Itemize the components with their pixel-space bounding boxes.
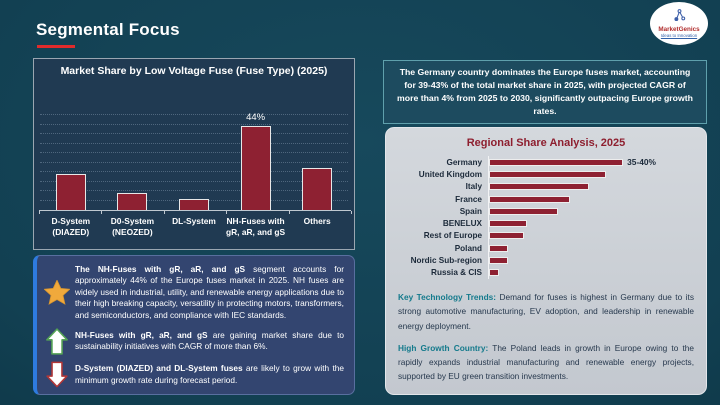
bar-slot bbox=[102, 115, 164, 210]
bar-d0-system-neozed- bbox=[117, 193, 147, 210]
x-axis-label-line: gR, aR, and gS bbox=[226, 226, 286, 237]
hbar-row bbox=[396, 168, 706, 180]
bar-slot bbox=[286, 115, 348, 210]
hbar-category-label: Rest of Europe bbox=[423, 231, 482, 241]
hbar-track bbox=[488, 242, 656, 254]
note-lead: High Growth Country: bbox=[398, 342, 489, 353]
x-axis-label bbox=[163, 216, 225, 238]
arrow-up-icon bbox=[45, 328, 69, 355]
hbar-track bbox=[488, 168, 656, 180]
title-underline bbox=[37, 45, 75, 48]
logo-name: MarketGenics bbox=[658, 25, 700, 33]
regional-hbar-chart bbox=[386, 156, 706, 279]
hbar-category-label: United Kingdom bbox=[418, 169, 482, 179]
regional-note bbox=[398, 341, 694, 384]
insight-item bbox=[39, 328, 344, 355]
hbar-category-label: France bbox=[455, 194, 482, 204]
company-logo bbox=[650, 2, 708, 45]
fuse-chart-x-axis bbox=[39, 210, 351, 211]
hbar-track bbox=[488, 181, 656, 193]
hbar-row bbox=[396, 230, 706, 242]
insight-body-text: are gaining market share due to sustainability initiatives with CAGR of more than 6%. bbox=[75, 329, 344, 352]
bar-slot bbox=[40, 115, 102, 210]
logo-tagline: Ideas to Innovation bbox=[660, 33, 698, 38]
hbar-track bbox=[488, 254, 656, 266]
x-axis-label bbox=[102, 216, 164, 238]
hbar-germany bbox=[489, 159, 623, 166]
x-axis-label-line: (DIAZED) bbox=[52, 226, 90, 237]
hbar-category-label: BENELUX bbox=[442, 219, 482, 229]
fuse-chart-xlabels bbox=[40, 216, 348, 238]
axis-tick bbox=[101, 211, 102, 214]
hbar-track bbox=[488, 156, 656, 168]
fuse-chart-bars bbox=[40, 112, 348, 210]
fuse-chart-plot bbox=[40, 112, 348, 210]
axis-tick bbox=[39, 211, 40, 214]
bar-data-label: 44% bbox=[246, 112, 266, 124]
x-axis-label bbox=[225, 216, 287, 238]
bar-d-system-diazed- bbox=[56, 174, 86, 210]
hbar-united-kingdom bbox=[489, 171, 606, 178]
hbar-row bbox=[396, 205, 706, 217]
bar-slot bbox=[225, 112, 287, 210]
hbar-row bbox=[396, 254, 706, 266]
hbar-france bbox=[489, 196, 570, 203]
insight-item bbox=[39, 361, 344, 388]
bar-nh-fuses-with-gr-ar-and-gs bbox=[241, 126, 271, 210]
hbar-category-label: Germany bbox=[446, 157, 482, 167]
hbar-track bbox=[488, 230, 656, 242]
hbar-nordic-sub-region bbox=[489, 257, 508, 264]
axis-tick bbox=[289, 211, 290, 214]
hbar-category-label: Nordic Sub-region bbox=[410, 256, 482, 266]
star-icon bbox=[44, 280, 70, 305]
insight-body-text: are likely to grow with the minimum growth rate during forecast period. bbox=[75, 363, 344, 385]
axis-tick bbox=[226, 211, 227, 214]
hbar-row bbox=[396, 181, 706, 193]
regional-chart-title: Regional Share Analysis, 2025 bbox=[466, 137, 626, 149]
hbar-russia-cis bbox=[489, 269, 499, 276]
hbar-rest-of-europe bbox=[489, 232, 524, 239]
x-axis-label-line: D0-System bbox=[110, 216, 155, 226]
insight-bold-text: The NH-Fuses with gR, aR, and gS bbox=[75, 264, 246, 274]
regional-note bbox=[398, 290, 694, 333]
bar-dl-system bbox=[179, 199, 209, 210]
arrow-up-icon-cell bbox=[39, 328, 75, 355]
x-axis-label bbox=[40, 216, 102, 238]
hbar-row bbox=[396, 193, 706, 205]
arrow-down-icon-cell bbox=[39, 361, 75, 388]
arrow-down-icon bbox=[46, 361, 68, 388]
molecule-icon bbox=[673, 9, 686, 26]
bar-slot bbox=[163, 115, 225, 210]
page-title: Segmental Focus bbox=[36, 20, 180, 39]
note-body: The Poland leads in growth in Europe owing to the rapidly expands industrial manufacturing and renewable energy projects, supported by EU green transition investments. bbox=[398, 342, 694, 382]
regional-notes bbox=[386, 279, 706, 384]
hbar-category-label: Spain bbox=[459, 206, 482, 216]
x-axis-label bbox=[286, 216, 348, 238]
x-axis-label-line: Others bbox=[303, 216, 331, 226]
insight-text bbox=[75, 264, 344, 321]
hbar-category-label: Italy bbox=[465, 182, 482, 192]
x-axis-label-line: DL-System bbox=[172, 216, 216, 226]
insight-text bbox=[75, 330, 344, 353]
hbar-track bbox=[488, 217, 656, 229]
hbar-benelux bbox=[489, 220, 527, 227]
hbar-italy bbox=[489, 183, 589, 190]
fuse-chart-title: Market Share by Low Voltage Fuse (Fuse Type) (2025) bbox=[60, 65, 328, 77]
hbar-category-label: Poland bbox=[454, 243, 482, 253]
regional-analysis-panel bbox=[385, 127, 707, 395]
bar-others bbox=[302, 168, 332, 210]
star-icon-cell bbox=[39, 280, 75, 305]
hbar-row bbox=[396, 267, 706, 279]
insight-text bbox=[75, 363, 344, 386]
axis-tick bbox=[164, 211, 165, 214]
germany-callout: The Germany country dominates the Europe fuses market, accounting for 39-43% of the total market share in 2025, with projected CAGR of more than 4% from 2025 to 2030, significantly outpacing Europe growth rates. bbox=[383, 60, 707, 124]
hbar-track bbox=[488, 267, 656, 279]
hbar-data-label: 35-40% bbox=[627, 157, 656, 168]
hbar-poland bbox=[489, 245, 508, 252]
note-body: Demand for fuses is highest in Germany due to its strong automotive manufacturing, EV adoption, and leadership in renewable energy deployment. bbox=[398, 291, 694, 331]
hbar-category-label: Russia & CIS bbox=[431, 268, 482, 278]
hbar-track bbox=[488, 193, 656, 205]
hbar-track bbox=[488, 205, 656, 217]
insight-item bbox=[39, 264, 344, 321]
insight-bold-text: NH-Fuses with gR, aR, and gS bbox=[75, 329, 208, 340]
x-axis-label-line: NH-Fuses with bbox=[226, 216, 285, 226]
insight-bold-text: D-System (DIAZED) and DL-System fuses bbox=[75, 363, 243, 374]
x-axis-label-line: D-System bbox=[51, 216, 91, 226]
axis-tick bbox=[351, 211, 352, 214]
fuse-market-share-chart bbox=[33, 58, 355, 250]
hbar-row bbox=[396, 156, 706, 168]
insight-body-text: segment accounts for approximately 44% of the Europe fuses market in 2025. NH fuses are widely used in industrial, utility, and renewable energy applications due to their high breaking capacity, versatility in protecting motors, transformers, and semiconductors, and compliance with IEC standards. bbox=[75, 264, 344, 320]
segment-insights-box bbox=[33, 255, 355, 395]
note-lead: Key Technology Trends: bbox=[398, 291, 497, 302]
hbar-row bbox=[396, 217, 706, 229]
x-axis-label-line: (NEOZED) bbox=[112, 226, 153, 237]
hbar-spain bbox=[489, 208, 558, 215]
hbar-row bbox=[396, 242, 706, 254]
